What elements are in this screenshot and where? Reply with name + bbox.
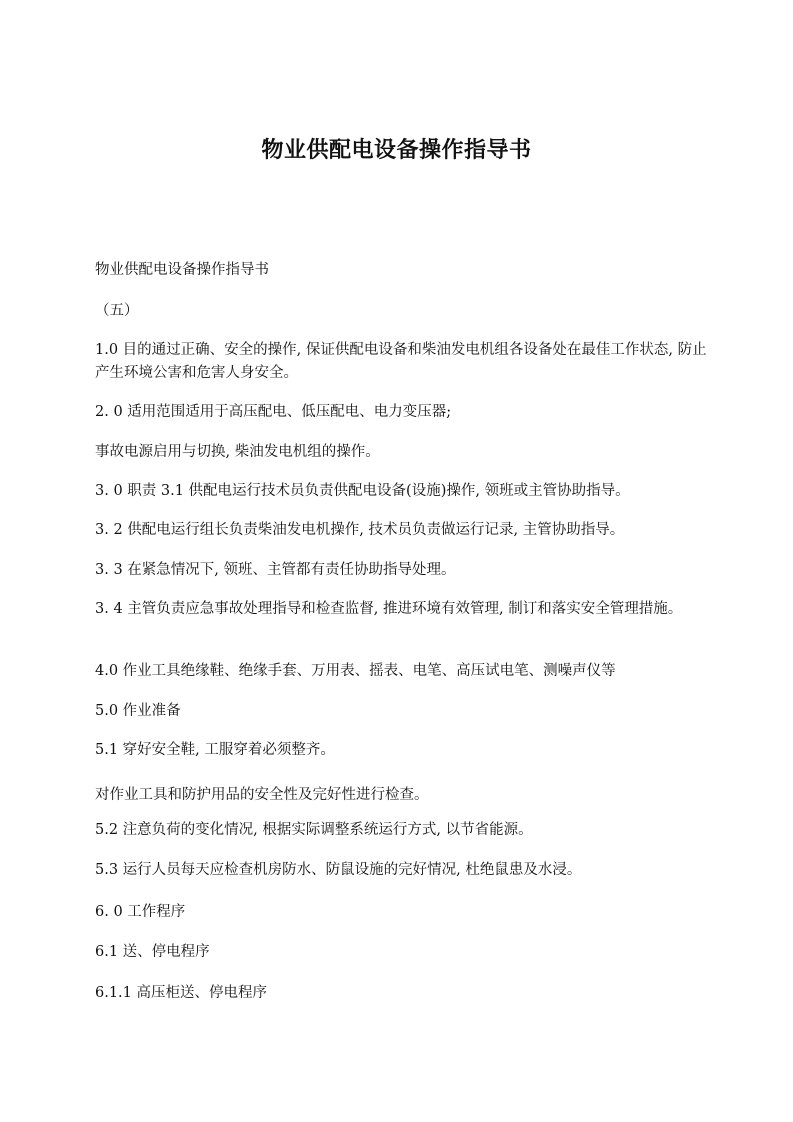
paragraph-responsibility-3-1: 3. 0 职责 3.1 供配电运行技术员负责供配电设备(设施)操作, 领班或主管协助指导。 [95, 483, 630, 499]
paragraph-procedure: 6. 0 工作程序 [95, 904, 186, 920]
document-title: 物业供配电设备操作指导书 [261, 138, 532, 163]
paragraph-procedure-6-1-1: 6.1.1 高压柜送、停电程序 [95, 985, 268, 1001]
paragraph-responsibility-3-2: 3. 2 供配电运行组长负责柴油发电机操作, 技术员负责做运行记录, 主管协助指导。 [95, 522, 625, 538]
paragraph-scope: 2. 0 适用范围适用于高压配电、低压配电、电力变压器; [95, 404, 452, 420]
paragraph-tools: 4.0 作业工具绝缘鞋、绝缘手套、万用表、摇表、电笔、高压试电笔、测噪声仪等 [95, 663, 616, 679]
paragraph-preparation-5-3: 5.3 运行人员每天应检查机房防水、防鼠设施的完好情况, 杜绝鼠患及水浸。 [95, 862, 582, 878]
paragraph-preparation: 5.0 作业准备 [95, 703, 181, 719]
paragraph-preparation-check: 对作业工具和防护用品的安全性及完好性进行检查。 [95, 787, 429, 803]
paragraph-preparation-5-2: 5.2 注意负荷的变化情况, 根据实际调整系统运行方式, 以节省能源。 [95, 822, 533, 838]
paragraph-purpose: 1.0 目的通过正确、安全的操作, 保证供配电设备和柴油发电机组各设备处在最佳工作状态, 防止产生环境公害和危害人身安全。 [95, 342, 707, 381]
paragraph-procedure-6-1: 6.1 送、停电程序 [95, 944, 210, 960]
paragraph-preparation-5-1: 5.1 穿好安全鞋, 工服穿着必须整齐。 [95, 742, 335, 758]
paragraph-subtitle: 物业供配电设备操作指导书 [95, 262, 269, 278]
paragraph-section-number: （五） [95, 303, 139, 319]
paragraph-responsibility-3-4: 3. 4 主管负责应急事故处理指导和检查监督, 推进环境有效管理, 制订和落实安全管理措施。 [95, 601, 683, 617]
paragraph-responsibility-3-3: 3. 3 在紧急情况下, 领班、主管都有责任协助指导处理。 [95, 562, 456, 578]
paragraph-scope-continued: 事故电源启用与切换, 柴油发电机组的操作。 [95, 444, 380, 460]
